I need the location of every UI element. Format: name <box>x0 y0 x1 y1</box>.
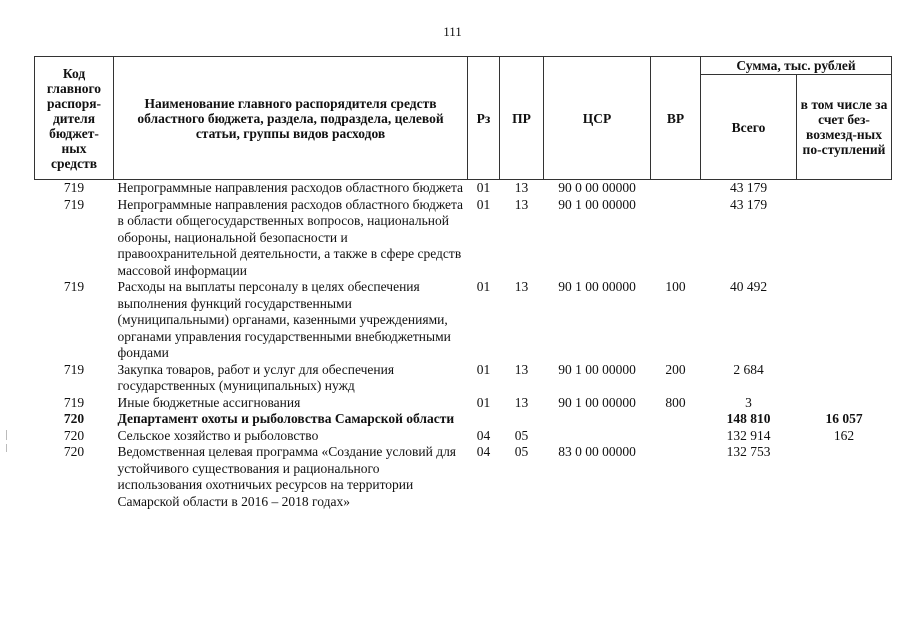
total-cell: 2 684 <box>733 361 764 377</box>
code-cell: 719 <box>63 361 85 377</box>
pr-cell: 13 <box>514 361 529 377</box>
rz-cell: 01 <box>476 361 491 377</box>
scan-mark <box>6 444 7 452</box>
rz-cell: 01 <box>476 279 491 294</box>
name-cell: Непрограммные направления расходов областного бюджета <box>117 180 464 195</box>
pr-cell: 05 <box>514 444 529 459</box>
code-cell: 720 <box>63 444 85 459</box>
name-cell: Расходы на выплаты персоналу в целях обеспечения выполнения функций государственными (муниципальными) органами, казенными учреждениями, органами управления государственными внебюджетными фондами <box>117 279 451 360</box>
total-cell: 132 914 <box>726 427 771 443</box>
name-cell: Непрограммные направления расходов областного бюджета в области общегосударственных вопросов, национальной обороны, национальной безопасности и правоохранительной деятельности, а также в сфере средств массовой информации <box>117 196 464 278</box>
vr-cell: 200 <box>665 361 686 377</box>
free-cell: 162 <box>833 427 855 443</box>
name-cell: Департамент охоты и рыболовства Самарской области <box>117 411 455 426</box>
total-cell: 40 492 <box>729 279 768 294</box>
pr-cell: 13 <box>514 196 529 212</box>
code-cell: 719 <box>63 279 85 294</box>
csr-cell: 90 1 00 00000 <box>558 279 636 294</box>
table-row <box>35 395 892 412</box>
header-pr: ПР <box>500 57 544 180</box>
vr-cell <box>651 444 701 510</box>
code-cell: 719 <box>63 394 85 410</box>
table-row <box>35 180 892 197</box>
header-name: Наименование главного распорядителя средств областного бюджета, раздела, подраздела, целевой статьи, группы видов расходов <box>114 57 468 180</box>
budget-table <box>34 56 892 510</box>
vr-cell <box>651 197 701 280</box>
total-cell: 3 <box>745 394 752 410</box>
pr-cell: 13 <box>514 180 529 195</box>
pr-cell: 13 <box>514 394 529 410</box>
name-cell: Сельское хозяйство и рыболовство <box>117 427 319 443</box>
rz-cell <box>468 411 500 428</box>
header-vr: ВР <box>651 57 701 180</box>
csr-cell: 83 0 00 00000 <box>558 444 636 459</box>
free-cell: 16 057 <box>825 411 863 426</box>
free-cell <box>797 279 892 362</box>
scan-mark <box>6 430 7 440</box>
rz-cell: 04 <box>476 444 491 459</box>
rz-cell: 01 <box>476 180 491 195</box>
rz-cell: 01 <box>476 394 491 410</box>
header-total: Всего <box>701 75 797 180</box>
pr-cell <box>500 411 544 428</box>
page-number: 111 <box>443 24 462 39</box>
total-cell: 43 179 <box>729 180 768 195</box>
header-code: Код главного распоря-дителя бюджет-ных средств <box>35 57 114 180</box>
table-row <box>35 411 892 428</box>
header-rz: Рз <box>468 57 500 180</box>
code-cell: 720 <box>63 427 85 443</box>
free-cell <box>797 395 892 412</box>
vr-cell: 800 <box>665 394 686 410</box>
csr-cell: 90 1 00 00000 <box>558 361 636 377</box>
free-cell <box>797 362 892 395</box>
vr-cell <box>651 428 701 445</box>
pr-cell: 13 <box>514 279 529 294</box>
free-cell <box>797 444 892 510</box>
table-row <box>35 444 892 510</box>
total-cell: 148 810 <box>726 411 771 426</box>
header-free: в том числе за счет без-возмезд-ных по-ступлений <box>797 75 892 180</box>
csr-cell: 90 0 00 00000 <box>558 180 636 195</box>
free-cell <box>797 197 892 280</box>
table-row <box>35 279 892 362</box>
csr-cell: 90 1 00 00000 <box>558 394 636 410</box>
csr-cell <box>544 428 651 445</box>
total-cell: 43 179 <box>729 196 768 212</box>
name-cell: Ведомственная целевая программа «Создание условий для устойчивого существования и рационального использования охотничьих ресурсов на территории Самарской области в 2016 – 2018 годах» <box>117 444 457 509</box>
csr-cell <box>544 411 651 428</box>
vr-cell <box>651 180 701 197</box>
pr-cell: 05 <box>514 427 529 443</box>
total-cell: 132 753 <box>726 444 771 459</box>
table-row <box>35 428 892 445</box>
rz-cell: 01 <box>476 196 491 212</box>
vr-cell <box>651 411 701 428</box>
header-csr: ЦСР <box>544 57 651 180</box>
csr-cell: 90 1 00 00000 <box>558 196 636 212</box>
rz-cell: 04 <box>476 427 491 443</box>
table-row <box>35 362 892 395</box>
code-cell: 719 <box>63 180 85 195</box>
name-cell: Закупка товаров, работ и услуг для обеспечения государственных (муниципальных) нужд <box>117 361 395 393</box>
code-cell: 719 <box>63 196 85 212</box>
vr-cell: 100 <box>665 279 686 294</box>
free-cell <box>797 180 892 197</box>
header-sum-group: Сумма, тыс. рублей <box>701 57 892 75</box>
name-cell: Иные бюджетные ассигнования <box>117 394 301 410</box>
table-body <box>35 180 892 511</box>
code-cell: 720 <box>63 411 85 426</box>
table-row <box>35 197 892 280</box>
